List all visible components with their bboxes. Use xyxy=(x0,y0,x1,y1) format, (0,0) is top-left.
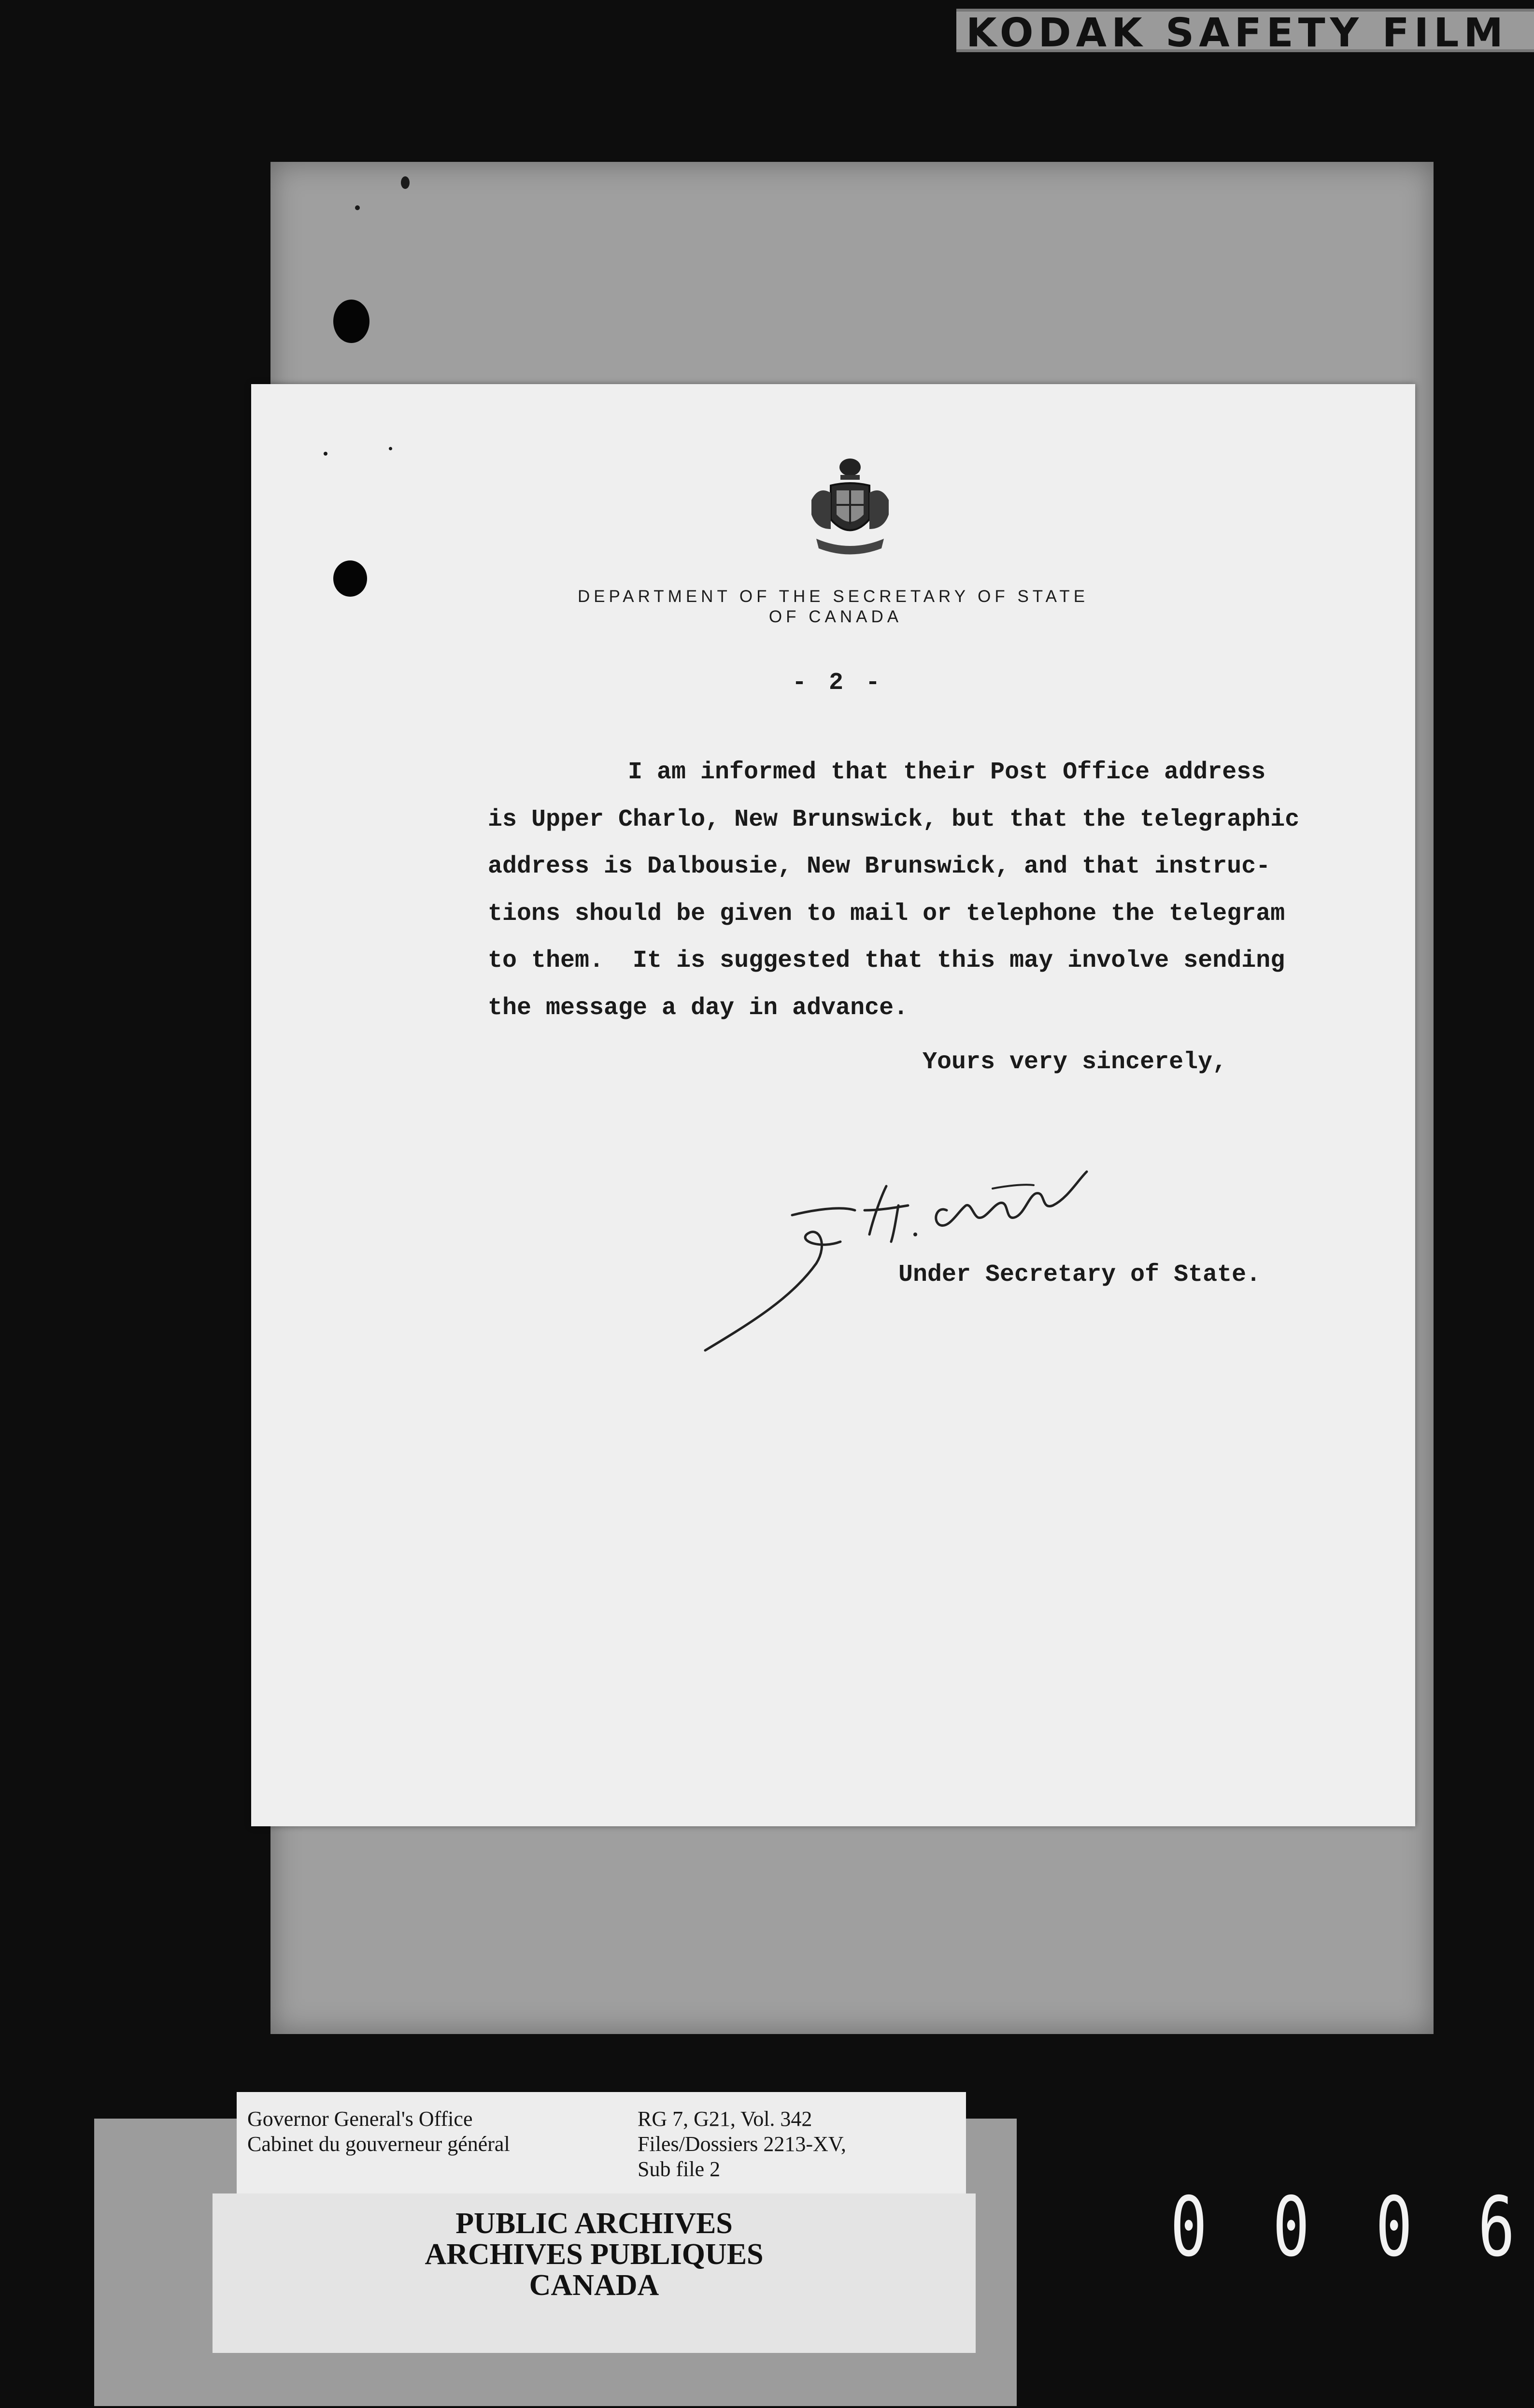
coat-of-arms-icon xyxy=(802,457,898,563)
file-dossier-reference: Files/Dossiers 2213-XV, xyxy=(638,2132,846,2156)
letterhead-line-1: DEPARTMENT OF THE SECRETARY OF STATE xyxy=(577,587,1089,606)
office-french: Cabinet du gouverneur général xyxy=(247,2132,510,2156)
archive-reference-label xyxy=(237,2092,966,2203)
stamp-line-3: CANADA xyxy=(529,2269,659,2302)
film-edge-marking: KODAK SAFETY FILM xyxy=(956,9,1534,52)
signature-title: Under Secretary of State. xyxy=(898,1261,1261,1289)
body-line: the message a day in advance. xyxy=(488,994,909,1022)
letter-page xyxy=(251,384,1415,1826)
speck xyxy=(401,176,410,189)
body-line: is Upper Charlo, New Brunswick, but that the telegraphic xyxy=(488,805,1300,833)
public-archives-stamp xyxy=(213,2193,976,2353)
letter-body xyxy=(488,749,1534,1032)
body-line: tions should be given to mail or telephone the telegram xyxy=(488,900,1285,928)
letterhead-line-2: OF CANADA xyxy=(768,607,903,626)
body-line: I am informed that their Post Office address xyxy=(628,759,1266,786)
body-line: to them. It is suggested that this may involve sending xyxy=(488,947,1285,975)
frame-digit: 0 xyxy=(1273,2179,1310,2275)
stamp-line-1: PUBLIC ARCHIVES xyxy=(455,2207,733,2240)
office-english: Governor General's Office xyxy=(247,2107,473,2131)
handwritten-signature xyxy=(696,1138,1150,1360)
closing-salutation: Yours very sincerely, xyxy=(923,1048,1227,1076)
punch-hole xyxy=(333,300,369,343)
body-line: address is Dalbousie, New Brunswick, and that instruc- xyxy=(488,853,1271,880)
page-number: - 2 - xyxy=(792,669,884,697)
speck xyxy=(355,205,360,210)
record-group-reference: RG 7, G21, Vol. 342 xyxy=(638,2107,812,2131)
microfilm-frame-number xyxy=(1164,2179,1534,2275)
stamp-line-2: ARCHIVES PUBLIQUES xyxy=(425,2238,764,2271)
speck xyxy=(389,447,392,450)
frame-digit: 0 xyxy=(1375,2179,1413,2275)
sub-file-reference: Sub file 2 xyxy=(638,2157,721,2181)
speck xyxy=(324,452,327,456)
frame-digit: 0 xyxy=(1170,2179,1207,2275)
frame-digit: 6 xyxy=(1477,2179,1515,2275)
